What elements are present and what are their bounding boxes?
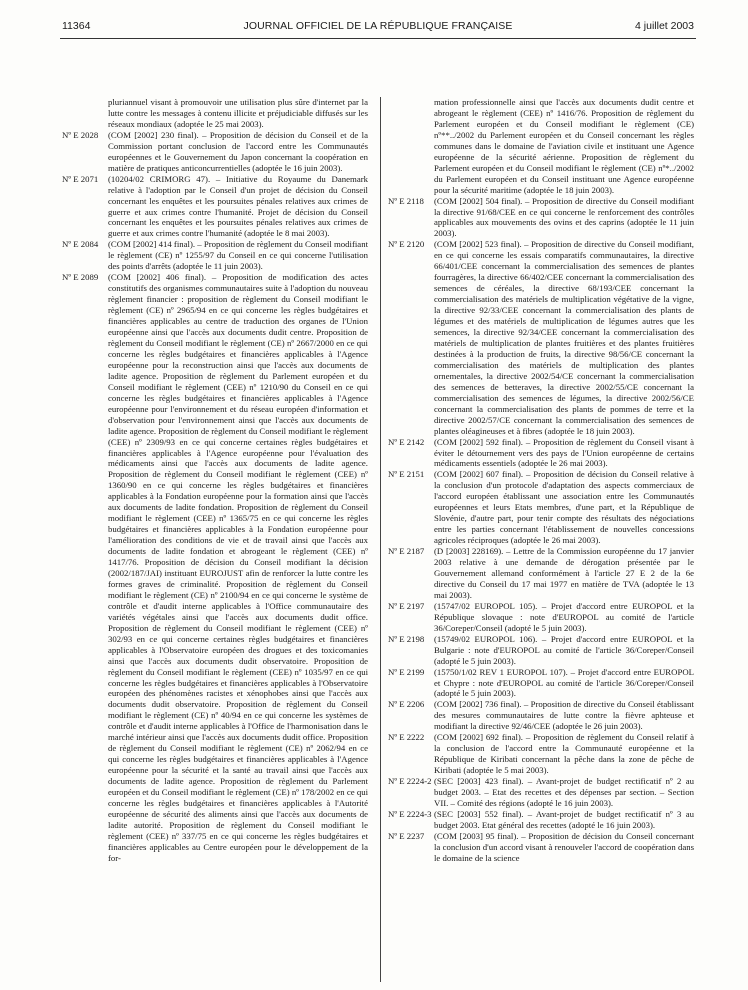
entry-e2237 [388,831,694,864]
entry-e2118 [388,196,694,240]
entry-e2199 [388,667,694,700]
entry-label: Nº E 2197 [388,600,425,611]
entry-label: Nº E 2151 [388,469,425,480]
continuation-text: pluriannuel visant à promouvoir une utilisation plus sûre d'internet par la lutte contre les messages à contenu illicite et préjudiciable diffusés sur les réseaux mondiaux (adoptée le 25 mai 2003). [108,97,368,129]
entry-label: Nº E 2199 [388,666,425,677]
publication-date: 4 juillet 2003 [635,20,694,32]
entry-label: Nº E 2222 [388,732,425,743]
entry-label: Nº E 2120 [388,239,425,250]
entry-label: Nº E 2224-3 [388,808,432,819]
entry-e2028 [62,130,368,174]
entry-text: (SEC [2003] 423 final). – Avant-projet de budget rectificatif nº 2 au budget 2003. – Etat des recettes et des dépenses par section. – Section VII. – Comité des régions (adopté le 16 juin 2003). [434,776,694,808]
entry-text: (15750/1/02 REV 1 EUROPOL 107). – Projet d'accord entre EUROPOL et Chypre : note d'EUROPOL au comité de l'article 36/Coreper/Conseil (adopté le 5 juin 2003). [434,666,694,699]
entry-e2206 [388,699,694,732]
entry-e2071 [62,174,368,240]
entry-label: Nº E 2224-2 [388,776,432,787]
page-number: 11364 [62,20,91,32]
entry-label: Nº E 2118 [388,195,424,206]
entry-e2151 [388,469,694,546]
entry-e2222 [388,732,694,776]
entry-label: Nº E 2028 [62,129,99,140]
entry-text: (COM [2002] 504 final). – Proposition de directive du Conseil modifiant la directive 91/68/CEE en ce qui concerne le renforcement des contrôles applicables aux mouvements des ovins et des caprins (adoptée le 11 juin 2003). [434,195,694,239]
entry-label: Nº E 2198 [388,633,425,644]
entry-text: (COM [2002] 406 final). – Proposition de modification des actes constitutifs des organismes communautaires suite à l'adoption du nouveau règlement financier : proposition de règlement du Conseil modifiant le règlement (CE) nº 2965/94 en ce qui concerne les règles budgétaires et financières applicables au centre de traduction des organes de l'Union européenne ainsi que l'accès aux documents dudit centre. Proposition de règlement du Conseil modifiant le règlement (CE) nº 2667/2000 en ce qui concerne les règles budgétaires et financières applicables à l'Agence européenne pour la reconstruction ainsi que l'accès aux documents de ladite agence. Proposition de règlement du Parlement européen et du Conseil modifiant le règlement (CEE) nº 1210/90 du Conseil en ce qui concerne les règles budgétaires et financières applicables à l'Agence européenne pour l'environnement et du réseau européen d'information et d'observation pour l'environnement ainsi que l'accès aux documents de ladite agence. Proposition de règlement du Conseil modifiant le règlement (CEE) nº 2309/93 en ce qui concerne certaines règles budgétaires et financières applicables à l'Agence européenne pour l'évaluation des médicaments ainsi que l'accès aux documents de ladite agence. Proposition de règlement du Conseil modifiant le règlement (CEE) nº 1360/90 en ce qui concerne les règles budgétaires et financières applicables à la Fondation européenne pour la formation ainsi que l'accès aux documents de ladite fondation. Proposition de règlement du Conseil modifiant le règlement (CEE) nº 1365/75 en ce qui concerne les règles budgétaires et financières applicables à la Fondation européenne pour l'amélioration des conditions de vie et de travail ainsi que l'accès aux documents de ladite fondation et abrogeant le règlement (CEE) nº 1417/76. Proposition de décision du Conseil modifiant la décision (2002/187/JAI) instituant EUROJUST afin de renforcer la lutte contre les formes graves de criminalité. Proposition de règlement du Conseil modifiant le règlement (CE) nº 2100/94 en ce qui concerne le système de contrôle et d'audit interne applicables à l'Office communautaire des variétés végétales ainsi que l'accès aux documents dudit office. Proposition de règlement du Conseil modifiant le règlement (CEE) nº 302/93 en ce qui concerne certaines règles budgétaires et financières applicables à l'Observatoire européen des drogues et des toxicomanies ainsi que l'accès aux documents dudit observatoire. Proposition de règlement du Conseil modifiant le règlement (CEE) nº 1035/97 en ce qui concerne les règles budgétaires et financières applicables à l'Observatoire européen des phénomènes racistes et xénophobes ainsi que l'accès aux documents dudit observatoire. Proposition de règlement du Conseil modifiant le règlement (CE) nº 40/94 en ce qui concerne les systèmes de contrôle et d'audit interne applicables à l'Office de l'harmonisation dans le marché intérieur ainsi que l'accès aux documents dudit office. Proposition de règlement du Conseil modifiant le règlement (CE) nº 2062/94 en ce qui concerne les règles budgétaires et financières applicables à l'Agence européenne pour la sécurité et la santé au travail ainsi que l'accès aux documents de ladite agence. Proposition de règlement du Parlement européen et du Conseil modifiant le règlement (CE) nº 178/2002 en ce qui concerne les règles budgétaires et financières applicables à l'Autorité européenne de sécurité des aliments ainsi que l'accès aux documents de ladite autorité. Proposition de règlement du Conseil modifiant le règlement (CEE) nº 337/75 en ce qui concerne les règles budgétaires et financières applicables au Centre européen pour le développement de la for- [108,272,368,863]
left-column [62,97,368,864]
entry-text: (COM [2002] 523 final). – Proposition de directive du Conseil modifiant, en ce qui concerne les essais comparatifs communautaires, la directive 66/401/CEE concernant la commercialisation des semences de plantes fourragères, la directive 66/402/CEE concernant la commercialisation des semences de céréales, la directive 68/193/CEE concernant la commercialisation des matériels de multiplication végétative de la vigne, la directive 92/33/CEE concernant la commercialisation des plants de légumes et des matériels de multiplication de légumes autres que les semences, la directive 92/34/CEE concernant la commercialisation des matériels de multiplication de plantes fruitières et des plantes fruitières destinées à la production de fruits, la directive 98/56/CE concernant la commercialisation des matériels de multiplication des plantes ornementales, la directive 2002/54/CE concernant la commercialisation des semences de betteraves, la directive 2002/55/CE concernant la commercialisation des semences de légumes, la directive 2002/56/CE concernant la commercialisation des plants de pommes de terre et la directive 2002/57/CE concernant la commercialisation des semences de plantes oléagineuses et à fibres (adoptée le 18 juin 2003). [434,239,694,436]
entry-e2120 [388,239,694,436]
entry-text: (15747/02 EUROPOL 105). – Projet d'accord entre EUROPOL et la République slovaque : note d'EUROPOL au comité de l'article 36/Coreper/Conseil (adopté le 5 juin 2003). [434,600,694,633]
entry-text: (COM [2003] 95 final). – Proposition de décision du Conseil concernant la conclusion d'un accord visant à renouveler l'accord de coopération dans le domaine de la science [434,830,694,863]
continuation-text: mation professionnelle ainsi que l'accès aux documents dudit centre et abrogeant le règlement (CEE) nº 1416/76. Proposition de règlement du Parlement européen et du Conseil modifiant le règlement (CE) nº**../2002 du Parlement européen et du Conseil concernant les règles communes dans le domaine de l'aviation civile et instituant une Agence européenne de la sécurité aérienne. Proposition de règlement du Parlement européen et du Conseil modifiant le règlement (CE) nº*../2002 du Parlement européen et du Conseil instituant une Agence européenne pour la sécurité maritime (adoptée le 18 juin 2003). [434,97,694,195]
entry-text: (15749/02 EUROPOL 106). – Projet d'accord entre EUROPOL et la Bulgarie : note d'EUROPOL au comité de l'article 36/Coreper/Conseil (adopté le 5 juin 2003). [434,633,694,666]
entry-label: Nº E 2187 [388,546,425,557]
page-header [62,20,694,36]
header-rule [60,38,696,39]
journal-title: JOURNAL OFFICIEL DE LA RÉPUBLIQUE FRANÇAISE [243,20,513,32]
entry-text: (COM [2002] 230 final). – Proposition de décision du Conseil et de la Commission portant conclusion de l'accord entre les Communautés européennes et le Gouvernement du Japon concernant la coopération en matière de pratiques anticoncurrentielles (adoptée le 16 juin 2003). [108,129,368,173]
entry-label: Nº E 2071 [62,173,99,184]
column-divider [380,97,381,982]
entry-text: (COM [2002] 607 final). – Proposition de décision du Conseil relative à la conclusion d'un protocole d'adaptation des aspects commerciaux de l'accord européen établissant une association entre les Communautés européennes et leurs Etats membres, d'une part, et la République de Slovénie, d'autre part, pour tenir compte des résultats des négociations entre les parties concernant l'établissement de nouvelles concessions agricoles réciproques (adoptée le 26 mai 2003). [434,469,694,546]
entry-e2224-3 [388,809,694,831]
entry-text: (D [2003] 228169). – Lettre de la Commission européenne du 17 janvier 2003 relative à une demande de dérogation présentée par le Gouvernement allemand conformément à l'article 27 E 2 de la 6e directive du Conseil du 17 mai 1977 en matière de TVA (adoptée le 13 mai 2003). [434,546,694,600]
entry-e2142 [388,437,694,470]
entry-label: Nº E 2142 [388,436,425,447]
entry-label: Nº E 2089 [62,272,99,283]
entry-label: Nº E 2237 [388,830,425,841]
entry-text: (10204/02 CRIMORG 47). – Initiative du Royaume du Danemark relative à l'adoption par le Conseil d'un projet de décision du Conseil concernant les enquêtes et les poursuites pénales relatives aux crimes de guerre et aux crimes contre l'humanité. Projet de décision du Conseil concernant les enquêtes et les poursuites pénales relatives aux crimes de guerre et aux crimes contre l'humanité (adoptée le 8 mai 2003). [108,173,368,239]
entry-text: (COM [2002] 736 final). – Proposition de directive du Conseil établissant des mesures communautaires de lutte contre la fièvre aphteuse et modifiant la directive 92/46/CEE (adoptée le 26 juin 2003). [434,699,694,732]
entry-label: Nº E 2206 [388,699,425,710]
entry-e2084 [62,239,368,272]
entry-e2187 [388,546,694,601]
entry-text: (COM [2002] 592 final). – Proposition de règlement du Conseil visant à éviter le détournement vers des pays de l'Union européenne de certains médicaments essentiels (adoptée le 26 mai 2003). [434,436,694,469]
entry-e2197 [388,601,694,634]
right-column [388,97,694,864]
entry-e2224-2 [388,776,694,809]
entry-text: (SEC [2003] 552 final). – Avant-projet de budget rectificatif nº 3 au budget 2003. Etat général des recettes (adopté le 16 juin 2003). [434,808,694,830]
entry-e2198 [388,634,694,667]
entry-text: (COM [2002] 692 final). – Proposition de règlement du Conseil relatif à la conclusion de l'accord entre la Communauté européenne et la République de Kiribati concernant la pêche dans la zone de pêche de Kiribati (adoptée le 5 mai 2003). [434,732,694,776]
entry-label: Nº E 2084 [62,239,99,250]
entry-text: (COM [2002] 414 final). – Proposition de règlement du Conseil modifiant le règlement (CE) nº 1255/97 du Conseil en ce qui concerne l'utilisation des points d'arrêts (adoptée le 11 juin 2003). [108,239,368,272]
entry-e2089 [62,272,368,863]
